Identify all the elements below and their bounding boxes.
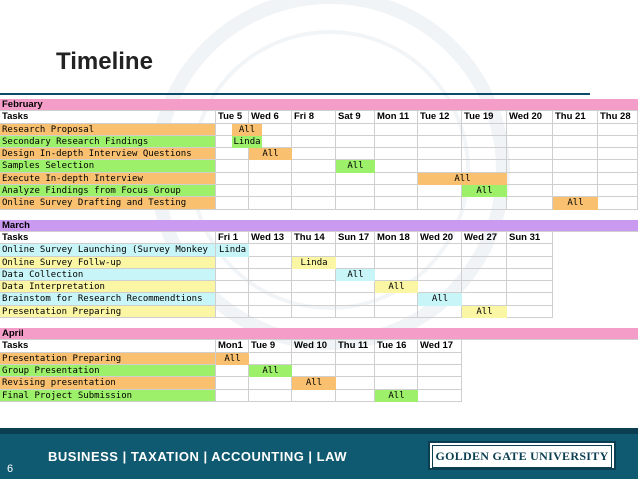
month-label: April <box>0 328 638 340</box>
grid-cell <box>418 124 462 136</box>
grid-cell <box>507 124 553 136</box>
grid-cell <box>507 136 553 148</box>
grid-cell <box>507 148 553 160</box>
grid-cell <box>292 136 336 148</box>
grid-cell <box>462 293 507 305</box>
grid-cell <box>507 197 553 209</box>
date-header: Thu 14 <box>292 232 336 244</box>
logo-text: GOLDEN GATE UNIVERSITY <box>432 445 612 468</box>
task-name: Final Project Submission <box>0 390 216 402</box>
task-row <box>0 306 638 318</box>
grid-cell <box>216 306 249 318</box>
grid-cell <box>507 173 553 185</box>
gantt-bar: Linda <box>292 257 336 269</box>
gantt-bar: Linda <box>216 244 249 256</box>
grid-cell <box>292 353 336 365</box>
grid-cell <box>292 197 336 209</box>
slide-title: Timeline <box>56 48 153 75</box>
grid-cell <box>553 185 598 197</box>
grid-cell <box>336 136 375 148</box>
task-row <box>0 173 638 185</box>
grid-cell <box>598 185 638 197</box>
grid-cell <box>553 160 598 172</box>
grid-cell <box>292 306 336 318</box>
grid-cell <box>292 244 336 256</box>
grid-cell <box>553 124 598 136</box>
task-name: Research Proposal <box>0 124 216 136</box>
gantt-bar: All <box>375 281 418 293</box>
grid-cell <box>462 124 507 136</box>
tasks-header: Tasks <box>0 340 216 352</box>
grid-cell <box>292 293 336 305</box>
date-header: Tue 9 <box>249 340 292 352</box>
grid-cell <box>375 173 418 185</box>
grid-cell <box>375 124 418 136</box>
grid-cell <box>336 148 375 160</box>
grid-cell <box>249 257 292 269</box>
gantt-bar: All <box>249 365 292 377</box>
task-name: Analyze Findings from Focus Group <box>0 185 216 197</box>
gantt-bar: All <box>375 390 418 402</box>
grid-cell <box>292 365 336 377</box>
grid-cell <box>292 390 336 402</box>
grid-cell <box>462 281 507 293</box>
task-row <box>0 281 638 293</box>
grid-cell <box>336 185 375 197</box>
grid-cell <box>336 306 375 318</box>
grid-cell <box>216 269 249 281</box>
task-row <box>0 136 638 148</box>
tasks-header: Tasks <box>0 111 216 123</box>
date-header: Wed 6 <box>249 111 292 123</box>
grid-cell <box>249 390 292 402</box>
gantt-bar: All <box>232 124 262 136</box>
grid-cell <box>216 173 249 185</box>
grid-cell <box>292 160 336 172</box>
month-label: March <box>0 220 638 232</box>
grid-cell <box>507 306 553 318</box>
grid-cell <box>418 269 462 281</box>
grid-cell <box>216 390 249 402</box>
header-row <box>0 111 638 123</box>
gantt-bar: All <box>292 377 336 389</box>
grid-cell <box>249 173 292 185</box>
grid-cell <box>249 353 292 365</box>
date-header: Wed 20 <box>507 111 553 123</box>
grid-cell <box>598 160 638 172</box>
grid-cell <box>336 377 375 389</box>
date-header: Tue 12 <box>418 111 462 123</box>
grid-cell <box>418 377 462 389</box>
grid-cell <box>336 281 375 293</box>
grid-cell <box>507 244 553 256</box>
grid-cell <box>418 136 462 148</box>
grid-cell <box>418 390 462 402</box>
grid-cell <box>292 124 336 136</box>
task-row <box>0 269 638 281</box>
grid-cell <box>336 124 375 136</box>
grid-cell <box>462 136 507 148</box>
grid-cell <box>598 173 638 185</box>
grid-cell <box>375 244 418 256</box>
grid-cell <box>216 185 249 197</box>
task-row <box>0 197 638 209</box>
grid-cell <box>336 173 375 185</box>
grid-cell <box>249 306 292 318</box>
month-row <box>0 99 638 111</box>
date-header: Sun 31 <box>507 232 553 244</box>
month-row <box>0 220 638 232</box>
grid-cell <box>375 269 418 281</box>
date-header: Thu 28 <box>598 111 638 123</box>
gantt-bar: All <box>462 306 507 318</box>
grid-cell <box>418 244 462 256</box>
gantt-bar: All <box>462 185 507 197</box>
grid-cell <box>418 281 462 293</box>
grid-cell <box>418 185 462 197</box>
task-name: Design In-depth Interview Questions <box>0 148 216 160</box>
grid-cell <box>336 257 375 269</box>
grid-cell <box>375 148 418 160</box>
month-label: February <box>0 99 638 111</box>
gantt-bar: All <box>418 173 507 185</box>
footer-tagline: BUSINESS | TAXATION | ACCOUNTING | LAW <box>48 449 348 464</box>
golden-gate-university-logo <box>428 441 616 470</box>
title-underline <box>0 93 590 95</box>
date-header: Thu 11 <box>336 340 375 352</box>
task-row <box>0 365 638 377</box>
grid-cell <box>507 185 553 197</box>
grid-cell <box>553 136 598 148</box>
gantt-bar: All <box>553 197 598 209</box>
header-row <box>0 340 638 352</box>
gantt-bar: All <box>216 353 249 365</box>
grid-cell <box>216 197 249 209</box>
grid-cell <box>292 173 336 185</box>
grid-cell <box>375 306 418 318</box>
grid-cell <box>418 197 462 209</box>
date-header: Wed 17 <box>418 340 462 352</box>
grid-cell <box>507 160 553 172</box>
grid-cell <box>216 148 249 160</box>
grid-cell <box>216 377 249 389</box>
date-header: Mon 11 <box>375 111 418 123</box>
task-row <box>0 377 638 389</box>
grid-cell <box>216 257 249 269</box>
task-row <box>0 257 638 269</box>
grid-cell <box>336 197 375 209</box>
grid-cell <box>375 293 418 305</box>
grid-cell <box>418 306 462 318</box>
grid-cell <box>249 244 292 256</box>
grid-cell <box>507 281 553 293</box>
task-row <box>0 185 638 197</box>
grid-cell <box>418 148 462 160</box>
task-name: Execute In-depth Interview <box>0 173 216 185</box>
date-header: Tue 19 <box>462 111 507 123</box>
grid-cell <box>375 353 418 365</box>
task-row <box>0 293 638 305</box>
date-header: Mon 18 <box>375 232 418 244</box>
task-name: Brainstom for Research Recommendtions <box>0 293 216 305</box>
date-header: Tue 5 <box>216 111 249 123</box>
task-row <box>0 148 638 160</box>
date-header: Wed 10 <box>292 340 336 352</box>
grid-cell <box>462 269 507 281</box>
date-header: Fri 8 <box>292 111 336 123</box>
date-header: Fri 1 <box>216 232 249 244</box>
grid-cell <box>507 257 553 269</box>
grid-cell <box>292 185 336 197</box>
grid-cell <box>598 136 638 148</box>
grid-cell <box>375 136 418 148</box>
date-header: Wed 13 <box>249 232 292 244</box>
grid-cell <box>292 269 336 281</box>
task-name: Group Presentation <box>0 365 216 377</box>
grid-cell <box>462 244 507 256</box>
grid-cell <box>375 160 418 172</box>
task-name: Revising presentation <box>0 377 216 389</box>
date-header: Wed 27 <box>462 232 507 244</box>
grid-cell <box>336 353 375 365</box>
task-row <box>0 244 638 256</box>
grid-cell <box>418 257 462 269</box>
task-name: Data Interpretation <box>0 281 216 293</box>
date-header: Sun 17 <box>336 232 375 244</box>
task-name: Online Survey Drafting and Testing <box>0 197 216 209</box>
date-header: Mon1 <box>216 340 249 352</box>
tasks-header: Tasks <box>0 232 216 244</box>
grid-cell <box>292 148 336 160</box>
task-row <box>0 124 638 136</box>
task-name: Presentation Preparing <box>0 306 216 318</box>
header-row <box>0 232 638 244</box>
grid-cell <box>216 293 249 305</box>
grid-cell <box>216 281 249 293</box>
gantt-bar: All <box>336 160 375 172</box>
grid-cell <box>249 293 292 305</box>
date-header: Tue 16 <box>375 340 418 352</box>
task-row <box>0 390 638 402</box>
gantt-bar: Linda <box>233 136 261 147</box>
grid-cell <box>598 124 638 136</box>
task-name: Samples Selection <box>0 160 216 172</box>
grid-cell <box>462 148 507 160</box>
grid-cell <box>507 293 553 305</box>
grid-cell <box>249 377 292 389</box>
timeline-table <box>0 99 638 402</box>
task-name: Data Collection <box>0 269 216 281</box>
grid-cell <box>418 160 462 172</box>
task-name: Online Survey Launching (Survey Monkey <box>0 244 216 256</box>
gantt-bar: All <box>336 269 375 281</box>
grid-cell <box>553 148 598 160</box>
grid-cell <box>462 197 507 209</box>
grid-cell <box>336 390 375 402</box>
task-row <box>0 160 638 172</box>
gantt-bar: All <box>249 148 292 160</box>
grid-cell <box>598 148 638 160</box>
slide-number: 6 <box>7 463 14 475</box>
grid-cell <box>336 365 375 377</box>
grid-cell <box>336 244 375 256</box>
task-name: Presentation Preparing <box>0 353 216 365</box>
grid-cell <box>375 377 418 389</box>
section-gap <box>0 318 638 328</box>
task-row <box>0 353 638 365</box>
task-name: Secondary Research Findings <box>0 136 216 148</box>
grid-cell <box>249 281 292 293</box>
grid-cell <box>216 160 249 172</box>
grid-cell <box>336 293 375 305</box>
grid-cell <box>292 281 336 293</box>
grid-cell <box>598 197 638 209</box>
grid-cell <box>418 365 462 377</box>
date-header: Thu 21 <box>553 111 598 123</box>
date-header: Sat 9 <box>336 111 375 123</box>
grid-cell <box>553 173 598 185</box>
grid-cell <box>418 353 462 365</box>
grid-cell <box>375 197 418 209</box>
grid-cell <box>462 160 507 172</box>
task-name: Online Survey Follw-up <box>0 257 216 269</box>
grid-cell <box>249 160 292 172</box>
grid-cell <box>375 257 418 269</box>
grid-cell <box>507 269 553 281</box>
date-header: Wed 20 <box>418 232 462 244</box>
grid-cell <box>375 185 418 197</box>
grid-cell <box>249 197 292 209</box>
grid-cell <box>249 185 292 197</box>
grid-cell <box>249 269 292 281</box>
month-row <box>0 328 638 340</box>
grid-cell <box>216 365 249 377</box>
grid-cell <box>462 257 507 269</box>
gantt-bar: All <box>418 293 462 305</box>
section-gap <box>0 210 638 220</box>
grid-cell <box>375 365 418 377</box>
